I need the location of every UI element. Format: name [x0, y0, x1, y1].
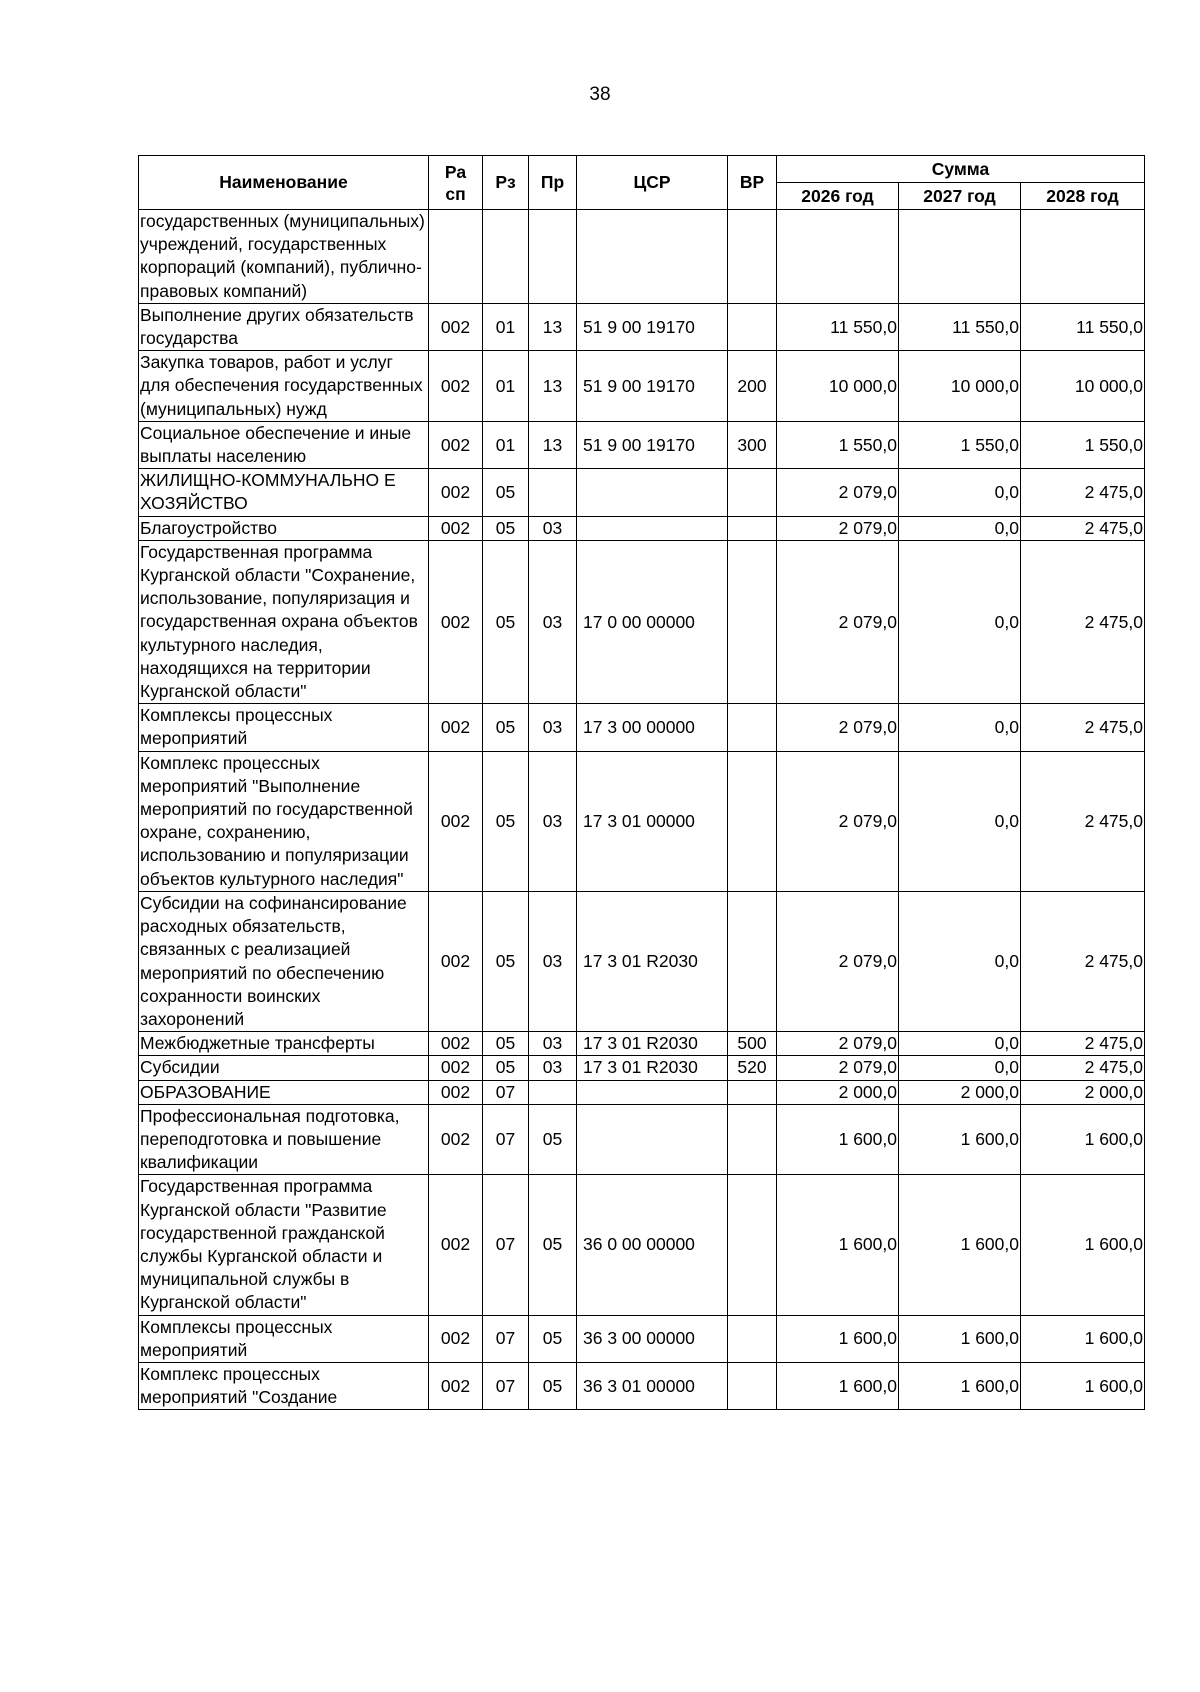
row-vr-cell: 500 [728, 1032, 777, 1056]
table-row [139, 1104, 1145, 1175]
row-name-cell: Комплекс процессных мероприятий "Выполнение мероприятий по государственной охране, сохранению, использованию и популяризации объектов культурного наследия" [139, 751, 429, 891]
row-2026-cell: 10 000,0 [777, 351, 899, 422]
row-rz-cell: 01 [483, 351, 529, 422]
row-rasp-cell: 002 [429, 1080, 483, 1104]
row-csr-cell: 36 0 00 00000 [577, 1175, 728, 1315]
row-pr-cell: 03 [529, 1032, 577, 1056]
table-row [139, 751, 1145, 891]
header-2026: 2026 год [777, 183, 899, 210]
table-row [139, 1032, 1145, 1056]
row-rz-cell: 07 [483, 1315, 529, 1362]
row-rasp-cell: 002 [429, 704, 483, 751]
row-rz-cell: 07 [483, 1104, 529, 1175]
row-name-cell: Комплекс процессных мероприятий "Создание [139, 1362, 429, 1409]
row-rasp-cell: 002 [429, 1104, 483, 1175]
row-name-cell: Комплексы процессных мероприятий [139, 1315, 429, 1362]
row-pr-cell: 03 [529, 891, 577, 1031]
row-csr-cell: 36 3 00 00000 [577, 1315, 728, 1362]
row-vr-cell [728, 1362, 777, 1409]
row-2026-cell: 2 000,0 [777, 1080, 899, 1104]
table-row [139, 469, 1145, 516]
row-rasp-cell: 002 [429, 1362, 483, 1409]
row-rz-cell: 07 [483, 1175, 529, 1315]
row-rz-cell: 05 [483, 540, 529, 703]
row-2026-cell: 2 079,0 [777, 1032, 899, 1056]
row-name-cell: Субсидии [139, 1056, 429, 1080]
row-name-cell: Выполнение других обязательств государства [139, 303, 429, 350]
row-vr-cell [728, 210, 777, 304]
row-2026-cell: 11 550,0 [777, 303, 899, 350]
row-2027-cell: 0,0 [899, 891, 1021, 1031]
row-2026-cell: 2 079,0 [777, 751, 899, 891]
row-2028-cell: 2 475,0 [1021, 469, 1145, 516]
row-vr-cell: 200 [728, 351, 777, 422]
table-header [139, 156, 1145, 210]
row-pr-cell: 05 [529, 1315, 577, 1362]
header-vr: ВР [728, 156, 777, 210]
row-2028-cell [1021, 210, 1145, 304]
row-csr-cell: 17 3 01 00000 [577, 751, 728, 891]
row-2028-cell: 2 475,0 [1021, 540, 1145, 703]
row-2028-cell: 1 600,0 [1021, 1104, 1145, 1175]
row-name-cell: Государственная программа Курганской области "Развитие государственной гражданской службы Курганской области и муниципальной службы в Курганской области" [139, 1175, 429, 1315]
row-vr-cell [728, 540, 777, 703]
row-2026-cell: 2 079,0 [777, 540, 899, 703]
row-pr-cell: 13 [529, 303, 577, 350]
row-csr-cell: 17 0 00 00000 [577, 540, 728, 703]
row-2027-cell: 0,0 [899, 469, 1021, 516]
row-rz-cell: 05 [483, 751, 529, 891]
row-2027-cell: 1 550,0 [899, 421, 1021, 468]
row-rz-cell: 05 [483, 891, 529, 1031]
row-rz-cell: 05 [483, 469, 529, 516]
row-2027-cell: 10 000,0 [899, 351, 1021, 422]
row-2026-cell: 2 079,0 [777, 1056, 899, 1080]
row-rasp-cell: 002 [429, 516, 483, 540]
table-row [139, 540, 1145, 703]
row-rasp-cell: 002 [429, 1315, 483, 1362]
row-pr-cell: 03 [529, 516, 577, 540]
row-pr-cell: 03 [529, 1056, 577, 1080]
header-2028: 2028 год [1021, 183, 1145, 210]
row-pr-cell [529, 469, 577, 516]
row-2027-cell [899, 210, 1021, 304]
row-2028-cell: 1 600,0 [1021, 1175, 1145, 1315]
header-sum: Сумма [777, 156, 1145, 183]
table-row [139, 351, 1145, 422]
row-2026-cell: 1 550,0 [777, 421, 899, 468]
table-row [139, 210, 1145, 304]
row-2028-cell: 1 600,0 [1021, 1362, 1145, 1409]
row-rz-cell: 05 [483, 516, 529, 540]
row-2027-cell: 0,0 [899, 704, 1021, 751]
row-rasp-cell: 002 [429, 469, 483, 516]
row-vr-cell [728, 751, 777, 891]
row-2027-cell: 0,0 [899, 1056, 1021, 1080]
row-vr-cell [728, 469, 777, 516]
table-row [139, 1175, 1145, 1315]
row-pr-cell: 03 [529, 751, 577, 891]
row-pr-cell: 05 [529, 1175, 577, 1315]
row-csr-cell [577, 210, 728, 304]
row-csr-cell: 17 3 01 R2030 [577, 1056, 728, 1080]
row-csr-cell [577, 1080, 728, 1104]
row-vr-cell [728, 1080, 777, 1104]
table-row [139, 1056, 1145, 1080]
row-rasp-cell: 002 [429, 1032, 483, 1056]
row-vr-cell [728, 1175, 777, 1315]
row-csr-cell: 17 3 00 00000 [577, 704, 728, 751]
row-rasp-cell: 002 [429, 891, 483, 1031]
row-2027-cell: 0,0 [899, 751, 1021, 891]
row-pr-cell [529, 210, 577, 304]
row-pr-cell: 05 [529, 1362, 577, 1409]
table-row [139, 303, 1145, 350]
row-csr-cell: 17 3 01 R2030 [577, 891, 728, 1031]
row-pr-cell: 13 [529, 421, 577, 468]
row-2028-cell: 2 475,0 [1021, 891, 1145, 1031]
row-rasp-cell: 002 [429, 1056, 483, 1080]
row-name-cell: Межбюджетные трансферты [139, 1032, 429, 1056]
row-pr-cell: 05 [529, 1104, 577, 1175]
table-row [139, 1315, 1145, 1362]
table-row [139, 421, 1145, 468]
row-name-cell: Субсидии на софинансирование расходных обязательств, связанных с реализацией мероприятий по обеспечению сохранности воинских захоронений [139, 891, 429, 1031]
row-name-cell: Закупка товаров, работ и услуг для обеспечения государственных (муниципальных) нужд [139, 351, 429, 422]
header-rz: Рз [483, 156, 529, 210]
table-row [139, 516, 1145, 540]
header-rasp-line1: Ра [444, 161, 467, 182]
row-2028-cell: 2 475,0 [1021, 1032, 1145, 1056]
row-rz-cell: 07 [483, 1080, 529, 1104]
row-pr-cell: 13 [529, 351, 577, 422]
row-2027-cell: 0,0 [899, 540, 1021, 703]
row-name-cell: Благоустройство [139, 516, 429, 540]
row-csr-cell: 51 9 00 19170 [577, 303, 728, 350]
row-2026-cell [777, 210, 899, 304]
row-rz-cell: 05 [483, 1056, 529, 1080]
row-csr-cell: 36 3 01 00000 [577, 1362, 728, 1409]
row-2028-cell: 1 600,0 [1021, 1315, 1145, 1362]
row-rasp-cell: 002 [429, 751, 483, 891]
row-rasp-cell: 002 [429, 540, 483, 703]
row-name-cell: государственных (муниципальных) учреждений, государственных корпораций (компаний), публично-правовых компаний) [139, 210, 429, 304]
row-rasp-cell: 002 [429, 421, 483, 468]
row-rz-cell: 01 [483, 303, 529, 350]
row-2027-cell: 1 600,0 [899, 1175, 1021, 1315]
row-2028-cell: 10 000,0 [1021, 351, 1145, 422]
row-pr-cell: 03 [529, 704, 577, 751]
row-rasp-cell: 002 [429, 351, 483, 422]
row-2028-cell: 2 475,0 [1021, 751, 1145, 891]
row-csr-cell: 17 3 01 R2030 [577, 1032, 728, 1056]
row-2027-cell: 1 600,0 [899, 1362, 1021, 1409]
row-2028-cell: 1 550,0 [1021, 421, 1145, 468]
row-2028-cell: 2 475,0 [1021, 704, 1145, 751]
row-rasp-cell: 002 [429, 1175, 483, 1315]
row-2027-cell: 0,0 [899, 516, 1021, 540]
row-2028-cell: 11 550,0 [1021, 303, 1145, 350]
row-2027-cell: 0,0 [899, 1032, 1021, 1056]
row-csr-cell [577, 1104, 728, 1175]
row-vr-cell [728, 704, 777, 751]
table-row [139, 1362, 1145, 1409]
row-2026-cell: 2 079,0 [777, 704, 899, 751]
table-row [139, 704, 1145, 751]
row-rz-cell: 05 [483, 704, 529, 751]
row-2027-cell: 11 550,0 [899, 303, 1021, 350]
row-name-cell: Комплексы процессных мероприятий [139, 704, 429, 751]
row-csr-cell: 51 9 00 19170 [577, 351, 728, 422]
header-rasp-line2: сп [445, 183, 466, 204]
row-2027-cell: 2 000,0 [899, 1080, 1021, 1104]
row-csr-cell: 51 9 00 19170 [577, 421, 728, 468]
row-vr-cell [728, 891, 777, 1031]
row-csr-cell [577, 516, 728, 540]
row-2028-cell: 2 475,0 [1021, 1056, 1145, 1080]
row-name-cell: ОБРАЗОВАНИЕ [139, 1080, 429, 1104]
row-csr-cell [577, 469, 728, 516]
row-vr-cell [728, 1315, 777, 1362]
row-rz-cell: 01 [483, 421, 529, 468]
row-2026-cell: 2 079,0 [777, 469, 899, 516]
header-csr: ЦСР [577, 156, 728, 210]
row-rz-cell: 07 [483, 1362, 529, 1409]
row-2027-cell: 1 600,0 [899, 1315, 1021, 1362]
table-row [139, 891, 1145, 1031]
row-name-cell: ЖИЛИЩНО-КОММУНАЛЬНО Е ХОЗЯЙСТВО [139, 469, 429, 516]
row-pr-cell [529, 1080, 577, 1104]
row-rz-cell [483, 210, 529, 304]
row-2026-cell: 1 600,0 [777, 1175, 899, 1315]
row-vr-cell: 300 [728, 421, 777, 468]
row-2026-cell: 1 600,0 [777, 1315, 899, 1362]
budget-table [138, 155, 1145, 1410]
row-2026-cell: 2 079,0 [777, 891, 899, 1031]
row-vr-cell [728, 303, 777, 350]
row-vr-cell [728, 516, 777, 540]
row-rz-cell: 05 [483, 1032, 529, 1056]
table-body [139, 210, 1145, 1410]
row-2028-cell: 2 000,0 [1021, 1080, 1145, 1104]
row-2026-cell: 2 079,0 [777, 516, 899, 540]
row-2026-cell: 1 600,0 [777, 1362, 899, 1409]
header-rasp [429, 156, 483, 210]
table-row [139, 1080, 1145, 1104]
row-2027-cell: 1 600,0 [899, 1104, 1021, 1175]
row-name-cell: Государственная программа Курганской области "Сохранение, использование, популяризация и государственная охрана объектов культурного наследия, находящихся на территории Курганской области" [139, 540, 429, 703]
row-2026-cell: 1 600,0 [777, 1104, 899, 1175]
header-name: Наименование [139, 156, 429, 210]
row-name-cell: Профессиональная подготовка, переподготовка и повышение квалификации [139, 1104, 429, 1175]
row-name-cell: Социальное обеспечение и иные выплаты населению [139, 421, 429, 468]
header-2027: 2027 год [899, 183, 1021, 210]
row-rasp-cell [429, 210, 483, 304]
page-number: 38 [589, 84, 611, 105]
row-2028-cell: 2 475,0 [1021, 516, 1145, 540]
row-vr-cell [728, 1104, 777, 1175]
header-pr: Пр [529, 156, 577, 210]
row-pr-cell: 03 [529, 540, 577, 703]
row-vr-cell: 520 [728, 1056, 777, 1080]
row-rasp-cell: 002 [429, 303, 483, 350]
